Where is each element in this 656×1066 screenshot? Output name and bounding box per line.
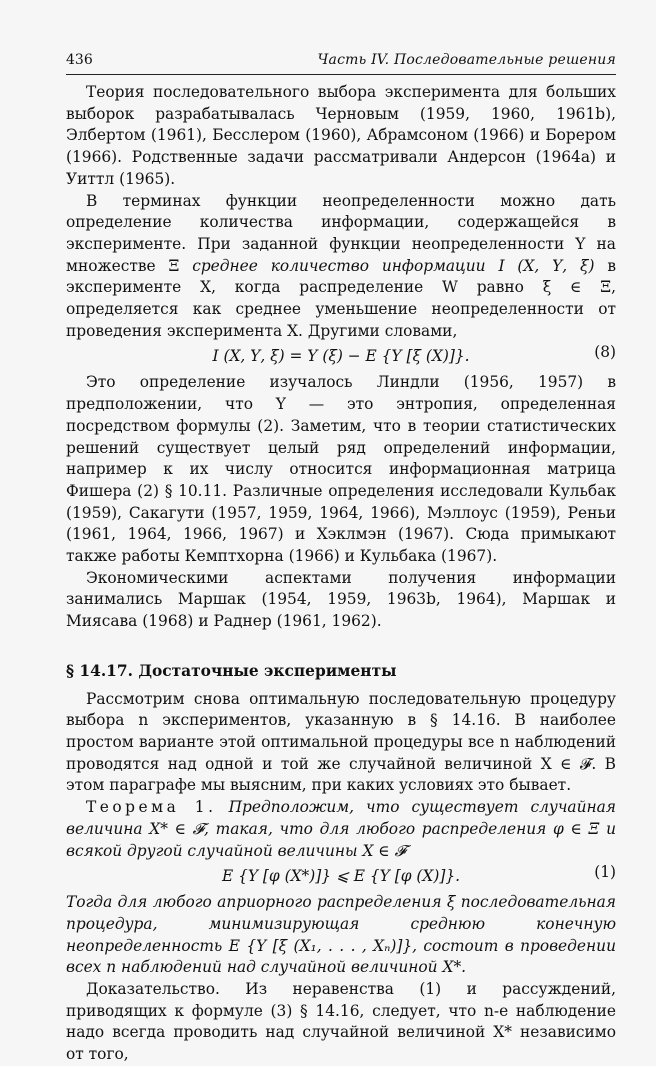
- proof-paragraph: Доказательство. Из неравенства (1) и рассуждений, приводящих к формуле (3) § 14.16, следует, что n-е наблюдение надо всегда проводить над случайной величиной X* независимо от того,: [66, 980, 616, 1064]
- paragraph-lindley: Это определение изучалось Линдли (1956, 1957) в предположении, что Υ — это энтропия, определенная посредством формулы (2). Заметим, что в теории статистических решений существует целый ряд определений информации, например к их числу относится информационная матрица Фишера (2) § 10.11. Различные определения исследовали Кульбак (1959), Сакагути (1957, 1959, 1964, 1966), Мэллоус (1959), Реньи (1961, 1964, 1966, 1967) и Хэклмэн (1967). Сюда примыкают также работы Кемптхорна (1966) и Кульбака (1967).: [66, 373, 616, 566]
- paragraph-economics: Экономическими аспектами получения информации занимались Маршак (1954, 1959, 1963b, 1964), Маршак и Миясава (1968) и Раднер (1961, 1962).: [66, 568, 616, 631]
- running-title: Часть IV. Последовательные решения: [317, 52, 616, 68]
- theorem-label: Теорема 1.: [86, 798, 217, 817]
- theorem-conclusion: Тогда для любого априорного распределения ξ последовательная процедура, минимизирующая среднюю конечную неопределенность E {Υ [ξ (X₁, . . . , Xₙ)]}, состоит в проведении всех n наблюдений над случайной величиной X*.: [66, 893, 616, 977]
- equation-formula: I (X, Υ, ξ) = Υ (ξ) − E {Υ [ξ (X)]}.: [212, 347, 470, 366]
- paragraph-text-before: В терминах функции неопределенности можно дать определение количества информации, содержащейся в эксперименте. При заданной функции неопределенности Υ на множестве Ξ: [66, 191, 616, 275]
- paragraph-chernov: Теория последовательного выбора эксперимента для больших выборок разрабатывалась Черновым (1959, 1960, 1961b), Элбертом (1961), Бесслером (1960), Абрамсоном (1966) и Борером (1966). Родственные задачи рассматривали Андерсон (1964a) и Уиттл (1965).: [66, 83, 616, 188]
- equation-1: [66, 862, 616, 892]
- theorem-statement: [66, 797, 616, 862]
- running-header: [66, 50, 616, 75]
- equation-number: (1): [594, 863, 616, 882]
- paragraph-information-definition: [66, 191, 616, 343]
- equation-number: (8): [594, 343, 616, 362]
- paragraph-text-after: в эксперименте X, когда распределение W равно ξ ∈ Ξ, определяется как среднее уменьшение неопределенности от проведения эксперимента X. Другими словами,: [66, 256, 616, 340]
- equation-8: [66, 342, 616, 372]
- page-number: 436: [66, 52, 93, 68]
- paragraph-optimal-procedure: Рассмотрим снова оптимальную последовательную процедуру выбора n экспериментов, указанную в § 14.16. В наиболее простом варианте этой оптимальной процедуры все n наблюдений проводятся над одной и той же случайной величиной X ∈ 𝓕. В этом параграфе мы выясним, при каких условиях это бывает.: [66, 689, 616, 795]
- defined-term: среднее количество информации I (X, Υ, ξ): [192, 256, 595, 275]
- section-heading: § 14.17. Достаточные эксперименты: [66, 661, 397, 680]
- equation-formula: E {Υ [φ (X*)]} ⩽ E {Υ [φ (X)]}.: [221, 867, 461, 886]
- page-body: [66, 82, 616, 1066]
- theorem-text: Предположим, что существует случайная величина X* ∈ 𝓕, такая, что для любого распределения φ ∈ Ξ и всякой другой случайной величины X ∈ 𝓕: [66, 798, 616, 860]
